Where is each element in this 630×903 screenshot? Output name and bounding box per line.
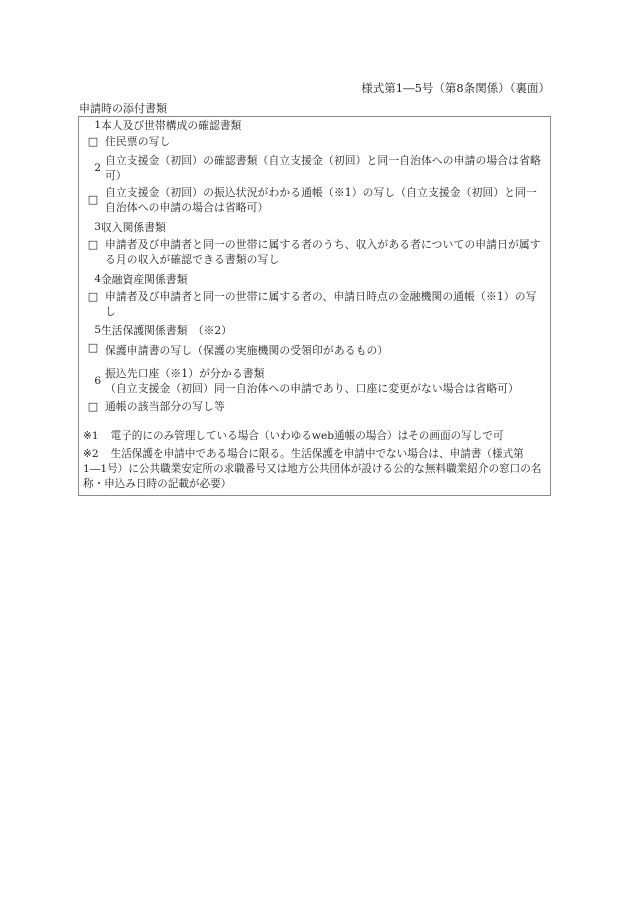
note-2 (83, 447, 544, 492)
section-number: 3 (94, 221, 101, 233)
checkbox[interactable]: □ (87, 135, 99, 148)
section-6-heading (79, 366, 550, 396)
section-3-item (79, 237, 550, 267)
item-text: 申請者及び申請者と同一の世帯に属する者の、申請日時点の金融機関の通帳（※1）の写し (105, 290, 537, 318)
form-number: 様式第1―5号（第8条関係）（裏面） (361, 81, 550, 95)
section-title-text: 本人及び世帯構成の確認書類 (101, 119, 242, 132)
section-title-text: 収入関係書類 (101, 221, 166, 234)
section-6-item (79, 399, 550, 414)
section-number: 2 (94, 162, 101, 174)
section-number: 1 (94, 119, 101, 131)
item-text: 保護申請書の写し（保護の実施機関の受領印があるもの） (105, 344, 389, 357)
section-1-item (79, 134, 550, 149)
item-text: 住民票の写し (105, 135, 171, 148)
attachments-box (78, 116, 551, 496)
note-1 (83, 429, 544, 444)
note-text: 電子的にのみ管理している場合（いわゆるweb通帳の場合）はその画面の写しで可 (110, 430, 504, 442)
section-2-heading (79, 153, 550, 183)
section-3-heading (79, 220, 550, 235)
note-label: ※1 (83, 430, 99, 442)
section-number: 5 (94, 324, 101, 336)
section-number: 4 (94, 273, 101, 285)
section-title-text: 振込先口座（※1）が分かる書類 (105, 367, 265, 380)
note-label: ※2 (83, 448, 99, 460)
item-text: 申請者及び申請者と同一の世帯に属する者のうち、収入がある者についての申請日が属する月の収入が確認できる書類の写し (105, 238, 541, 266)
checkbox[interactable]: □ (87, 400, 99, 413)
section-5-heading (79, 323, 550, 338)
note-text: 生活保護を申請中である場合に限る。生活保護を申請中でない場合は、申請書（様式第1―1号）に公共職業安定所の求職番号又は地方公共団体が設ける公的な無料職業紹介の窓口の名称・申込み日時の記載が必要） (83, 448, 542, 490)
checkbox[interactable]: □ (87, 238, 99, 251)
checkbox[interactable]: □ (87, 193, 99, 206)
section-subtitle-text: （自立支援金（初回）同一自治体への申請であり、口座に変更がない場合は省略可） (105, 382, 520, 395)
section-number: 6 (94, 375, 101, 387)
section-1-heading (79, 118, 550, 133)
section-title-text: 金融資産関係書類 (101, 273, 188, 286)
section-title: 申請時の添付書類 (79, 102, 167, 115)
section-5-item (79, 343, 550, 358)
section-title-text: 生活保護関係書類 （※2） (101, 324, 233, 337)
section-2-item (79, 185, 550, 215)
section-4-heading (79, 272, 550, 287)
section-4-item (79, 289, 550, 319)
item-text: 自立支援金（初回）の振込状況がわかる通帳（※1）の写し（自立支援金（初回）と同一自治体への申請の場合は省略可） (105, 186, 537, 214)
item-text: 通帳の該当部分の写し等 (105, 400, 225, 413)
checkbox[interactable]: □ (87, 341, 99, 354)
section-title-text: 自立支援金（初回）の確認書類（自立支援金（初回）と同一自治体への申請の場合は省略可） (105, 154, 541, 182)
checkbox[interactable]: □ (87, 290, 99, 303)
